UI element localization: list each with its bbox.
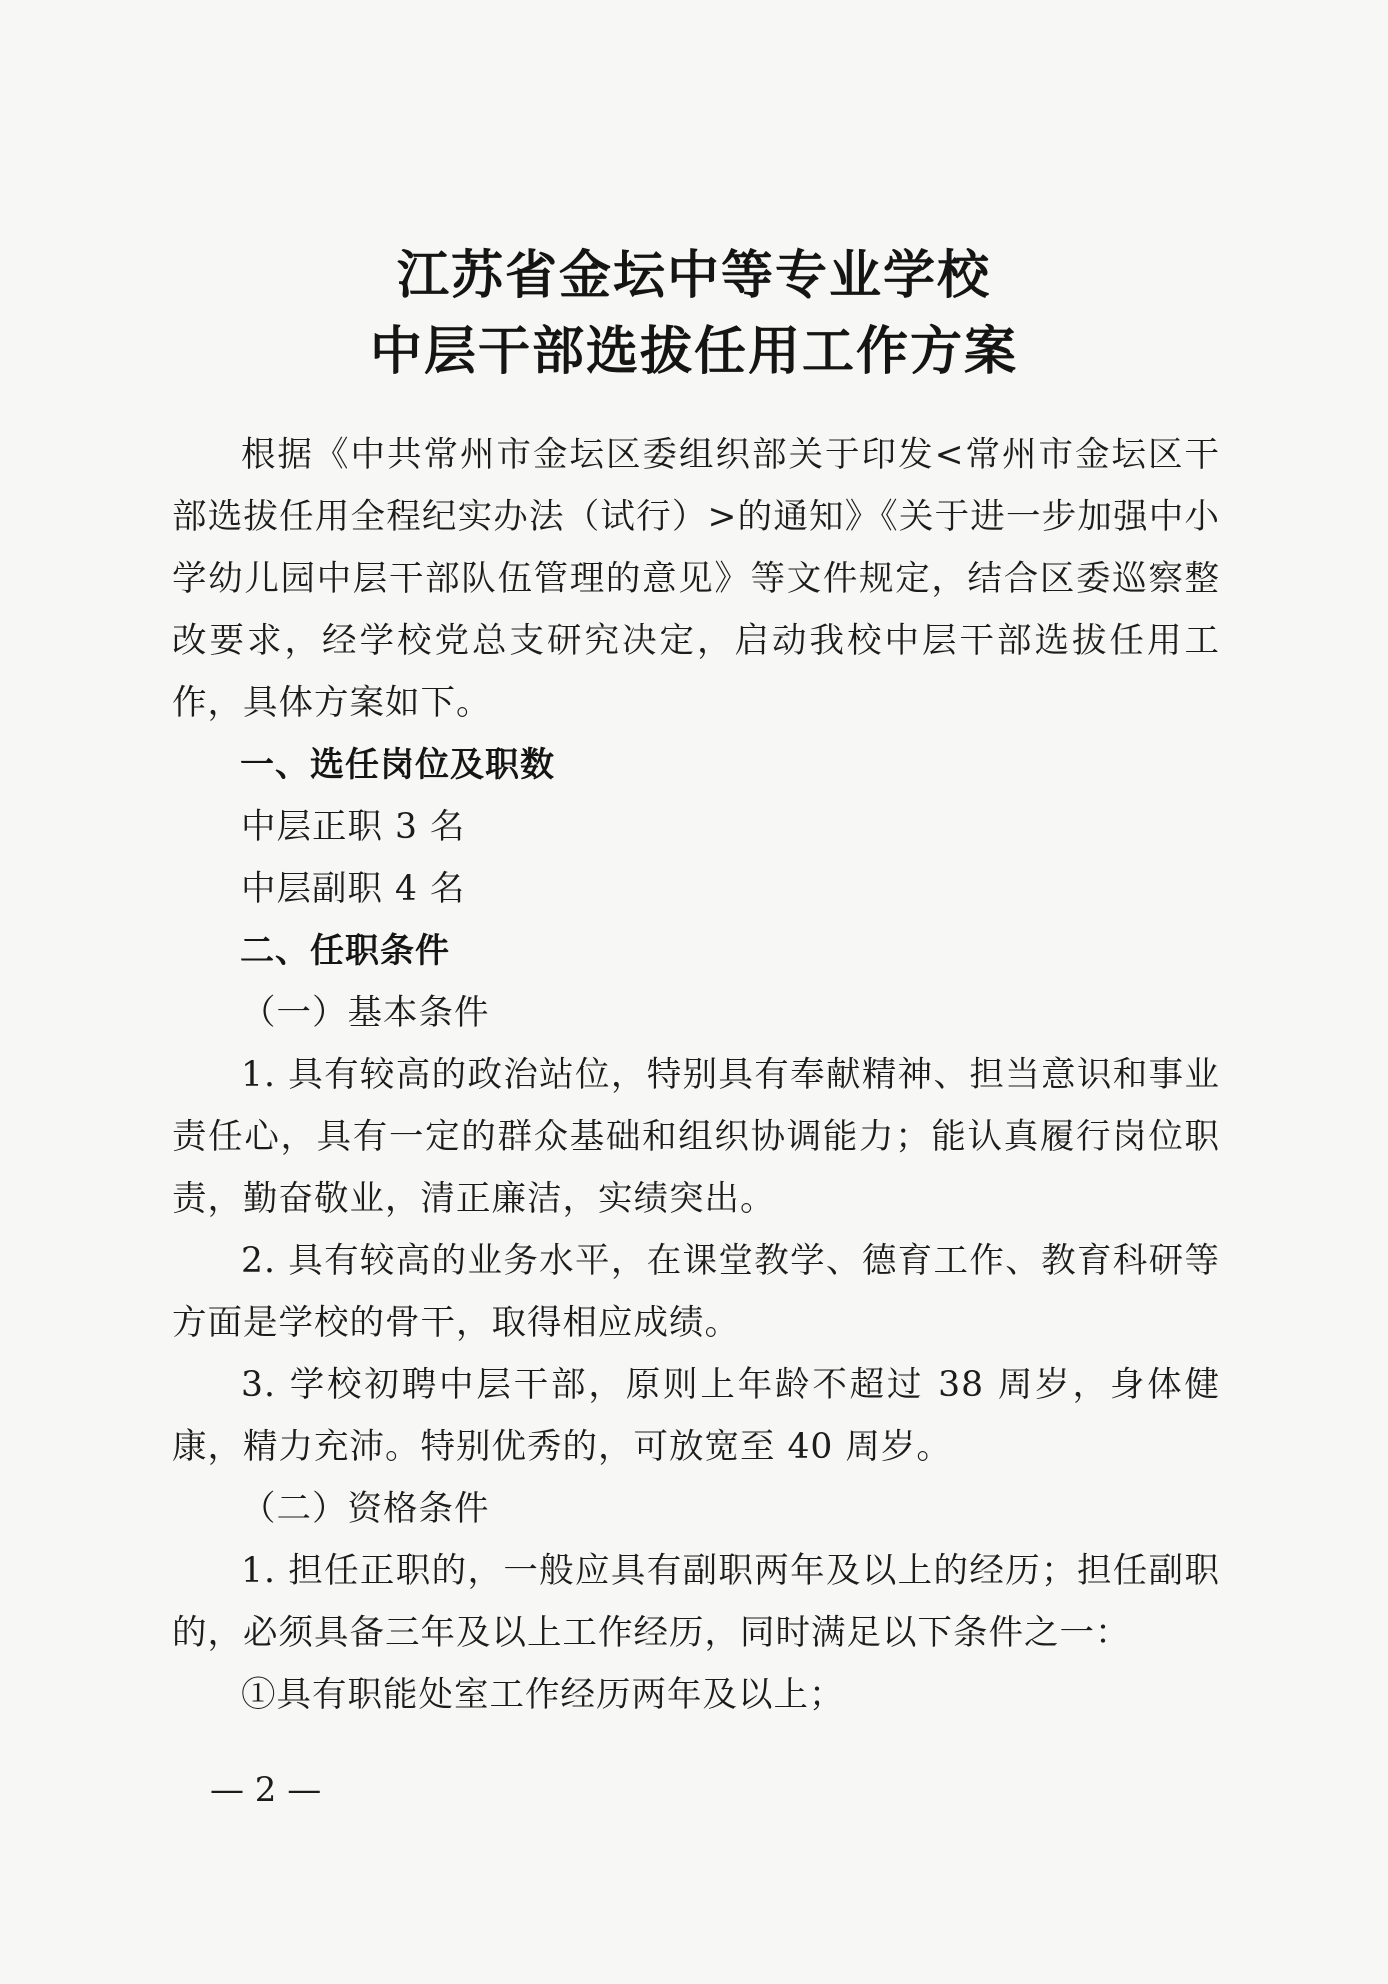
intro-paragraph: 根据《中共常州市金坛区委组织部关于印发<常州市金坛区干部选拔任用全程纪实办法（试行）>的通知》《关于进一步加强中小学幼儿园中层干部队伍管理的意见》等文件规定，结合区委巡察整改要求，经学校党总支研究决定，启动我校中层干部选拔任用工作，具体方案如下。 [172, 435, 1220, 723]
section-heading-positions: 一、选任岗位及职数 [240, 745, 555, 785]
subheading-basic-conditions: （一）基本条件 [241, 993, 490, 1033]
position-item-deputy: 中层副职 4 名 [241, 869, 466, 909]
position-item-principal: 中层正职 3 名 [241, 807, 466, 847]
title-line-school: 江苏省金坛中等专业学校 [396, 245, 991, 306]
basic-condition-3: 3. 学校初聘中层干部，原则上年龄不超过 38 周岁，身体健康，精力充沛。特别优秀的，可放宽至 40 周岁。 [172, 1365, 1220, 1467]
title-line-plan: 中层干部选拔任用工作方案 [369, 321, 1018, 382]
subheading-qualification-conditions: （二）资格条件 [241, 1489, 490, 1529]
basic-condition-1: 1. 具有较高的政治站位，特别具有奉献精神、担当意识和事业责任心，具有一定的群众基础和组织协调能力；能认真履行岗位职责，勤奋敬业，清正廉洁，实绩突出。 [172, 1055, 1220, 1219]
page-number: — 2 — [210, 1770, 322, 1810]
section-heading-requirements: 二、任职条件 [240, 931, 450, 971]
basic-condition-2: 2. 具有较高的业务水平，在课堂教学、德育工作、教育科研等方面是学校的骨干，取得相应成绩。 [172, 1241, 1220, 1343]
qualification-condition-1: 1. 担任正职的，一般应具有副职两年及以上的经历；担任副职的，必须具备三年及以上工作经历，同时满足以下条件之一： [172, 1551, 1220, 1653]
qualification-condition-1-sub-1: ①具有职能处室工作经历两年及以上； [241, 1675, 845, 1715]
document-body [172, 424, 1220, 1726]
document-title [0, 238, 1388, 390]
